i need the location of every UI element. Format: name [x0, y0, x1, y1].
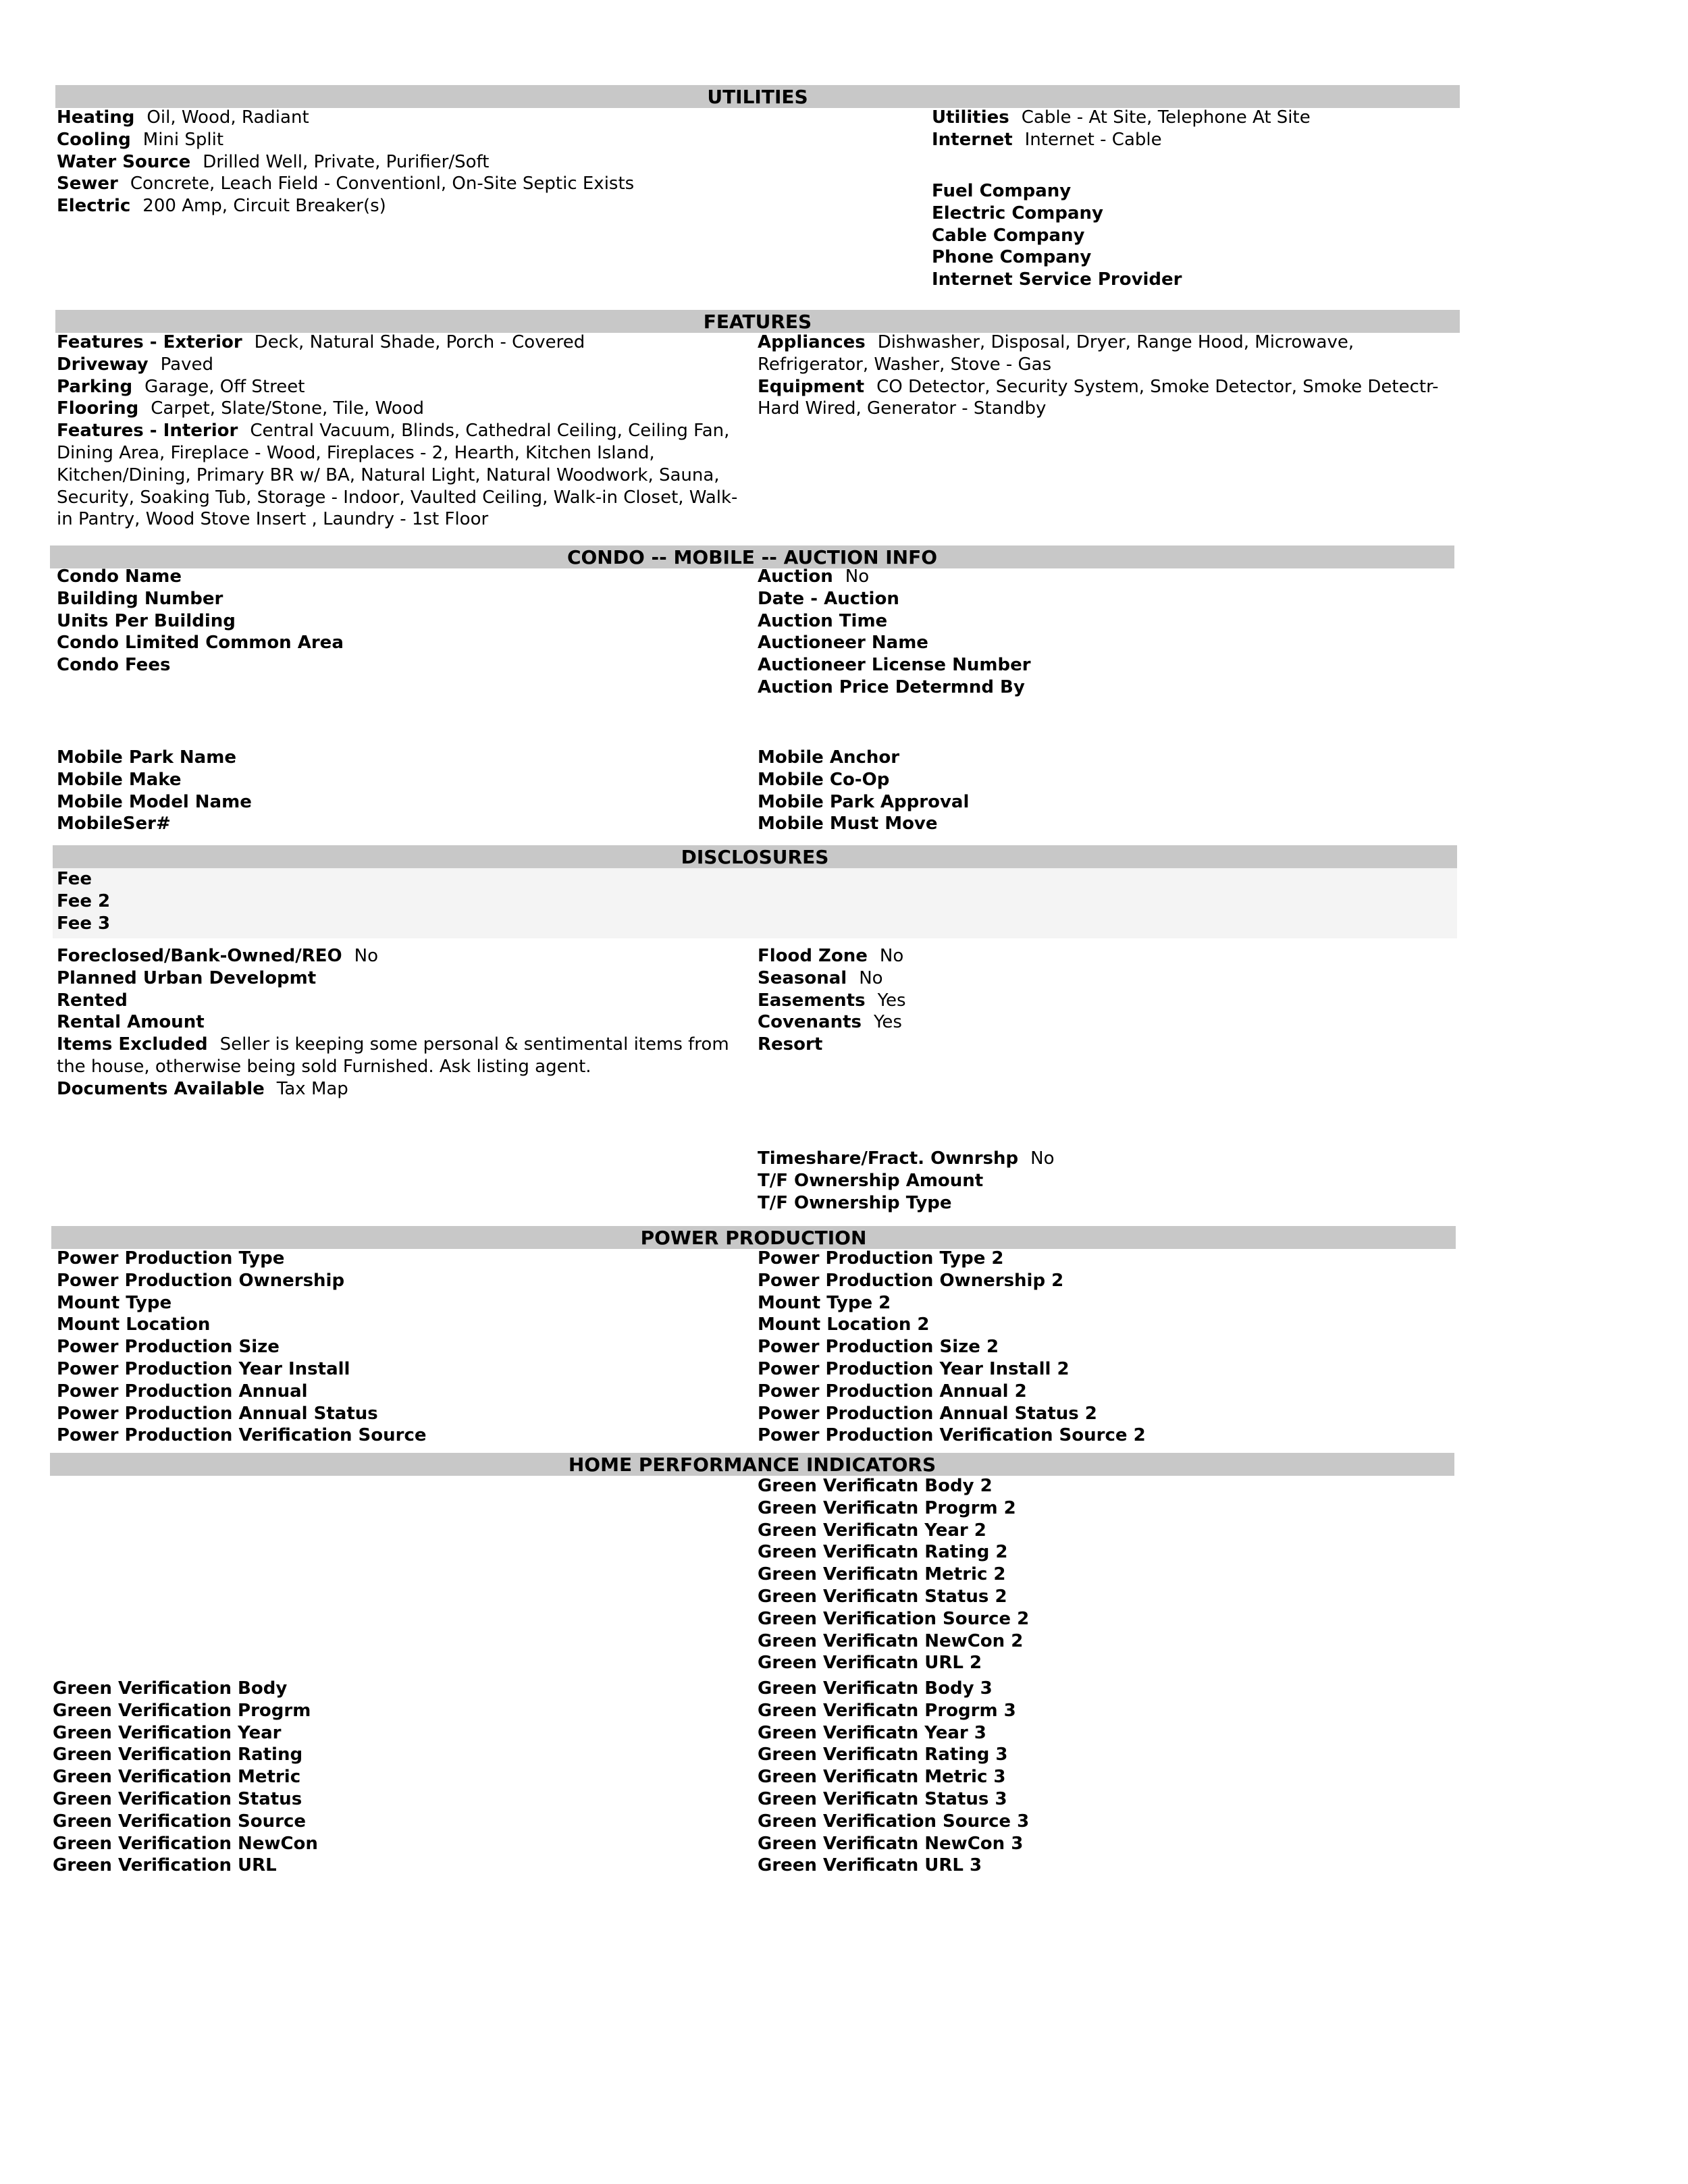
field-row: [57, 791, 732, 814]
field-row: [53, 1678, 728, 1700]
field-label: Green Verificatn Year 3: [758, 1722, 986, 1743]
disclosures-section-header: DISCLOSURES: [53, 845, 1457, 868]
field-label: Foreclosed/Bank-Owned/REO: [57, 946, 342, 966]
field-label: Power Production Annual: [57, 1381, 308, 1402]
green-verification-fields: [53, 1678, 728, 1877]
field-label: Mobile Park Approval: [758, 791, 970, 812]
field-label: T/F Ownership Amount: [758, 1170, 984, 1191]
field-row: [932, 246, 1458, 269]
field-label: Power Production Size: [57, 1337, 280, 1358]
field-value: Central Vacuum, Blinds, Cathedral Ceiling, Ceiling Fan, Dining Area, Fireplace - Wood, Fireplaces - 2, Hearth, Kitchen Island, Kitchen/Dining, Primary BR w/ BA, Natural Light, Natural Woodwork, Sauna, Security, Soaking Tub, Storage - Indoor, Vaulted Ceiling, Walk-in Closet, Walk-in Pantry, Wood Stove Insert , Laundry - 1st Floor: [57, 421, 738, 530]
field-row: [758, 1336, 1433, 1358]
field-row: [57, 913, 732, 935]
field-label: Green Verificatn URL 3: [758, 1855, 982, 1876]
field-value: Mini Split: [142, 129, 224, 150]
field-value: Yes: [877, 990, 906, 1011]
field-label: Easements: [758, 990, 866, 1011]
field-value: Carpet, Slate/Stone, Tile, Wood: [151, 398, 425, 419]
field-label: Green Verificatn Status 2: [758, 1586, 1007, 1607]
field-label: Power Production Type 2: [758, 1248, 1004, 1269]
field-label: Equipment: [758, 376, 865, 397]
field-value: No: [845, 566, 870, 587]
field-row: [758, 747, 1433, 769]
field-label: Seasonal: [758, 967, 847, 988]
field-row: [57, 376, 752, 398]
field-label: Green Verificatn Rating 3: [758, 1744, 1008, 1765]
field-row: [758, 1170, 1433, 1192]
field-row: [57, 1011, 732, 1034]
field-label: Units Per Building: [57, 610, 236, 631]
field-row: [932, 180, 1458, 203]
field-label: Green Verification Source 3: [758, 1811, 1030, 1832]
field-row: [932, 225, 1458, 247]
field-label: Green Verification Source: [53, 1811, 307, 1832]
field-label: Fee: [57, 869, 92, 889]
field-value: CO Detector, Security System, Smoke Detector, Smoke Detectr-Hard Wired, Generator - Standby: [758, 376, 1439, 419]
field-label: Green Verificatn Body 2: [758, 1476, 993, 1496]
field-row: [57, 1078, 732, 1100]
field-value: Internet - Cable: [1024, 129, 1162, 150]
field-value: Garage, Off Street: [144, 376, 305, 397]
field-row: [57, 1292, 732, 1314]
field-label: Resort: [758, 1034, 823, 1055]
field-row: [758, 1744, 1433, 1766]
field-row: [758, 632, 1433, 654]
field-label: Auction: [758, 566, 833, 587]
field-row: [758, 331, 1460, 376]
field-row: [57, 107, 867, 129]
field-label: Parking: [57, 376, 133, 397]
field-label: Mount Location: [57, 1314, 211, 1335]
field-row: [758, 1855, 1433, 1877]
field-row: [758, 588, 1433, 610]
field-label: Internet Service Provider: [932, 269, 1182, 290]
field-row: [758, 1475, 1433, 1497]
field-label: Green Verificatn Year 2: [758, 1520, 986, 1541]
field-value: No: [1030, 1148, 1055, 1169]
field-row: [57, 1424, 732, 1447]
timeshare-fields: [758, 1148, 1433, 1214]
field-label: Mobile Co-Op: [758, 769, 890, 790]
field-label: Condo Fees: [57, 655, 171, 676]
field-label: Electric: [57, 196, 131, 217]
field-row: [758, 1520, 1433, 1542]
field-row: [57, 1034, 732, 1078]
field-label: Utilities: [932, 107, 1009, 128]
field-value: No: [354, 946, 378, 966]
field-row: [53, 1744, 728, 1766]
field-label: Green Verification Rating: [53, 1744, 303, 1765]
field-label: T/F Ownership Type: [758, 1192, 952, 1213]
field-row: [758, 1381, 1433, 1403]
field-label: Flooring: [57, 398, 139, 419]
field-row: [758, 1630, 1433, 1653]
field-label: Fuel Company: [932, 181, 1072, 201]
field-row: [57, 610, 732, 633]
field-label: Auction Price Determnd By: [758, 676, 1025, 697]
field-row: [758, 1700, 1433, 1722]
field-label: Power Production Annual 2: [758, 1381, 1027, 1402]
field-row: [57, 632, 732, 654]
field-row: [758, 376, 1460, 421]
field-label: Green Verification Progrm: [53, 1700, 311, 1721]
field-label: Power Production Year Install 2: [758, 1358, 1070, 1379]
field-label: Sewer: [57, 174, 118, 194]
power-section-header: POWER PRODUCTION: [51, 1226, 1456, 1249]
field-row: [758, 1424, 1433, 1447]
field-row: [758, 1788, 1433, 1811]
field-label: Green Verificatn Metric 3: [758, 1767, 1006, 1788]
field-row: [57, 813, 732, 835]
field-label: Power Production Type: [57, 1248, 285, 1269]
field-row: [932, 107, 1458, 129]
condo-section-header: CONDO -- MOBILE -- AUCTION INFO: [50, 545, 1454, 568]
field-row: [758, 1652, 1433, 1674]
field-row: [758, 1722, 1433, 1744]
field-value: Oil, Wood, Radiant: [147, 107, 309, 128]
field-row: [57, 331, 752, 354]
field-label: Power Production Ownership 2: [758, 1270, 1064, 1291]
field-label: Green Verificatn NewCon 2: [758, 1630, 1024, 1651]
disclosures-right-fields: [758, 945, 1433, 1056]
auction-fields: [758, 566, 1433, 699]
field-row: [57, 151, 867, 174]
field-row: [57, 990, 732, 1012]
field-label: Auctioneer Name: [758, 633, 928, 654]
field-label: Power Production Verification Source 2: [758, 1425, 1146, 1446]
field-row: [758, 1292, 1433, 1314]
field-label: Rental Amount: [57, 1012, 205, 1033]
field-label: Power Production Year Install: [57, 1358, 350, 1379]
field-row: [758, 791, 1433, 814]
field-row: [758, 1608, 1433, 1630]
green-verification-3-fields: [758, 1678, 1433, 1877]
field-row: [758, 566, 1433, 588]
field-row: [57, 747, 732, 769]
field-row: [53, 1833, 728, 1855]
power-left-fields: [57, 1248, 732, 1447]
field-value: Drilled Well, Private, Purifier/Soft: [203, 151, 490, 172]
mobile-left-fields: [57, 747, 732, 835]
field-label: Items Excluded: [57, 1034, 208, 1055]
field-label: Green Verification Status: [53, 1788, 302, 1809]
field-value: Tax Map: [276, 1078, 348, 1099]
field-row: [57, 868, 732, 890]
field-value: Dishwasher, Disposal, Dryer, Range Hood, Microwave, Refrigerator, Washer, Stove - Gas: [758, 332, 1354, 375]
field-row: [758, 1678, 1433, 1700]
field-label: Cable Company: [932, 225, 1085, 246]
field-row: [57, 129, 867, 151]
field-label: Power Production Verification Source: [57, 1425, 427, 1446]
field-value: Yes: [874, 1012, 902, 1033]
field-label: Water Source: [57, 151, 191, 172]
field-label: MobileSer#: [57, 814, 171, 834]
field-label: Features - Interior: [57, 421, 238, 442]
field-label: Power Production Annual Status: [57, 1403, 378, 1424]
field-label: Internet: [932, 129, 1013, 150]
field-label: Mount Location 2: [758, 1314, 930, 1335]
field-row: [57, 967, 732, 990]
field-label: Green Verificatn Progrm 3: [758, 1700, 1016, 1721]
field-label: Flood Zone: [758, 946, 868, 966]
field-row: [53, 1700, 728, 1722]
field-label: Timeshare/Fract. Ownrshp: [758, 1148, 1019, 1169]
field-value: Seller is keeping some personal & sentimental items from the house, otherwise being sold Furnished. Ask listing agent.: [57, 1034, 729, 1077]
green-verification-2-fields: [758, 1475, 1433, 1674]
field-label: Mount Type 2: [758, 1292, 891, 1313]
utilities-left-fields: [57, 107, 867, 217]
field-row: [758, 1192, 1433, 1215]
field-label: Green Verificatn Progrm 2: [758, 1497, 1016, 1518]
field-row: [932, 269, 1458, 291]
field-row: [53, 1722, 728, 1744]
field-label: Green Verification URL: [53, 1855, 277, 1876]
field-label: Power Production Ownership: [57, 1270, 345, 1291]
field-label: Condo Name: [57, 566, 182, 587]
field-row: [53, 1855, 728, 1877]
field-label: Green Verification Year: [53, 1722, 282, 1743]
field-row: [758, 1248, 1433, 1270]
field-row: [758, 1833, 1433, 1855]
field-label: Mobile Make: [57, 769, 182, 790]
field-row: [57, 398, 752, 420]
field-label: Green Verification Metric: [53, 1767, 301, 1788]
field-label: Green Verification Body: [53, 1678, 288, 1699]
features-left-fields: [57, 331, 752, 531]
utilities-company-fields: [932, 180, 1458, 291]
field-row: [758, 1564, 1433, 1586]
field-row: [57, 354, 752, 376]
mobile-right-fields: [758, 747, 1433, 835]
field-row: [758, 967, 1433, 990]
field-label: Heating: [57, 107, 135, 128]
field-row: [53, 1788, 728, 1811]
field-label: Phone Company: [932, 247, 1092, 268]
field-row: [57, 1358, 732, 1381]
field-label: Cooling: [57, 129, 131, 150]
features-section-header: FEATURES: [55, 310, 1460, 333]
field-label: Building Number: [57, 588, 223, 609]
field-row: [57, 1248, 732, 1270]
field-row: [758, 1034, 1433, 1056]
field-label: Planned Urban Developmt: [57, 967, 317, 988]
field-label: Auction Time: [758, 610, 888, 631]
field-label: Appliances: [758, 332, 866, 352]
field-row: [758, 1148, 1433, 1170]
field-value: Paved: [160, 354, 213, 375]
field-label: Mobile Park Name: [57, 747, 236, 768]
field-row: [932, 129, 1458, 151]
field-row: [758, 1314, 1433, 1336]
field-row: [758, 654, 1433, 676]
field-value: Concrete, Leach Field - Conventionl, On-Site Septic Exists: [130, 174, 635, 194]
field-label: Covenants: [758, 1012, 862, 1033]
field-label: Mobile Model Name: [57, 791, 252, 812]
field-label: Green Verification NewCon: [53, 1833, 318, 1854]
field-label: Condo Limited Common Area: [57, 633, 344, 654]
field-row: [758, 990, 1433, 1012]
field-row: [57, 566, 732, 588]
field-value: No: [859, 967, 883, 988]
field-label: Driveway: [57, 354, 149, 375]
field-label: Electric Company: [932, 203, 1103, 223]
field-row: [53, 1766, 728, 1788]
field-row: [758, 676, 1433, 699]
field-row: [758, 1403, 1433, 1425]
field-label: Green Verificatn Status 3: [758, 1788, 1007, 1809]
field-value: Cable - At Site, Telephone At Site: [1021, 107, 1311, 128]
field-row: [758, 1270, 1433, 1292]
field-row: [57, 1381, 732, 1403]
field-row: [758, 945, 1433, 967]
hpi-section-header: HOME PERFORMANCE INDICATORS: [50, 1453, 1454, 1476]
field-row: [57, 195, 867, 217]
disclosures-left-fields: [57, 945, 732, 1100]
field-row: [758, 1541, 1433, 1564]
field-row: [57, 1270, 732, 1292]
field-label: Green Verification Source 2: [758, 1608, 1030, 1629]
fee-fields: [57, 868, 732, 934]
field-value: No: [879, 946, 904, 966]
field-value: 200 Amp, Circuit Breaker(s): [142, 196, 386, 217]
field-row: [932, 203, 1458, 225]
field-label: Auctioneer License Number: [758, 655, 1031, 676]
features-right-fields: [758, 331, 1460, 420]
field-label: Features - Exterior: [57, 332, 242, 352]
field-row: [758, 1766, 1433, 1788]
field-row: [57, 1314, 732, 1336]
field-row: [57, 654, 732, 676]
field-label: Green Verificatn Body 3: [758, 1678, 993, 1699]
field-label: Green Verificatn URL 2: [758, 1653, 982, 1674]
field-row: [53, 1811, 728, 1833]
field-label: Mobile Anchor: [758, 747, 900, 768]
field-label: Mount Type: [57, 1292, 172, 1313]
field-label: Mobile Must Move: [758, 814, 938, 834]
condo-fields: [57, 566, 732, 676]
field-label: Power Production Annual Status 2: [758, 1403, 1097, 1424]
power-right-fields: [758, 1248, 1433, 1447]
field-label: Fee 3: [57, 913, 111, 934]
field-row: [758, 1011, 1433, 1034]
field-row: [57, 945, 732, 967]
field-label: Rented: [57, 990, 128, 1011]
field-row: [57, 588, 732, 610]
field-row: [758, 1586, 1433, 1608]
field-row: [758, 1358, 1433, 1381]
field-row: [758, 813, 1433, 835]
field-label: Fee 2: [57, 890, 111, 911]
field-label: Documents Available: [57, 1078, 265, 1099]
field-row: [57, 769, 732, 791]
utilities-right-fields: [932, 107, 1458, 151]
field-row: [57, 890, 732, 913]
field-label: Green Verificatn Metric 2: [758, 1564, 1006, 1585]
field-row: [57, 1336, 732, 1358]
field-label: Green Verificatn NewCon 3: [758, 1833, 1024, 1854]
field-row: [758, 769, 1433, 791]
field-row: [57, 420, 752, 531]
field-row: [758, 610, 1433, 633]
field-value: Deck, Natural Shade, Porch - Covered: [254, 332, 585, 352]
utilities-section-header: UTILITIES: [55, 85, 1460, 108]
field-row: [57, 1403, 732, 1425]
field-row: [758, 1811, 1433, 1833]
field-label: Green Verificatn Rating 2: [758, 1542, 1008, 1563]
field-label: Power Production Size 2: [758, 1337, 999, 1358]
field-row: [57, 173, 867, 195]
field-label: Date - Auction: [758, 588, 899, 609]
field-row: [758, 1497, 1433, 1520]
